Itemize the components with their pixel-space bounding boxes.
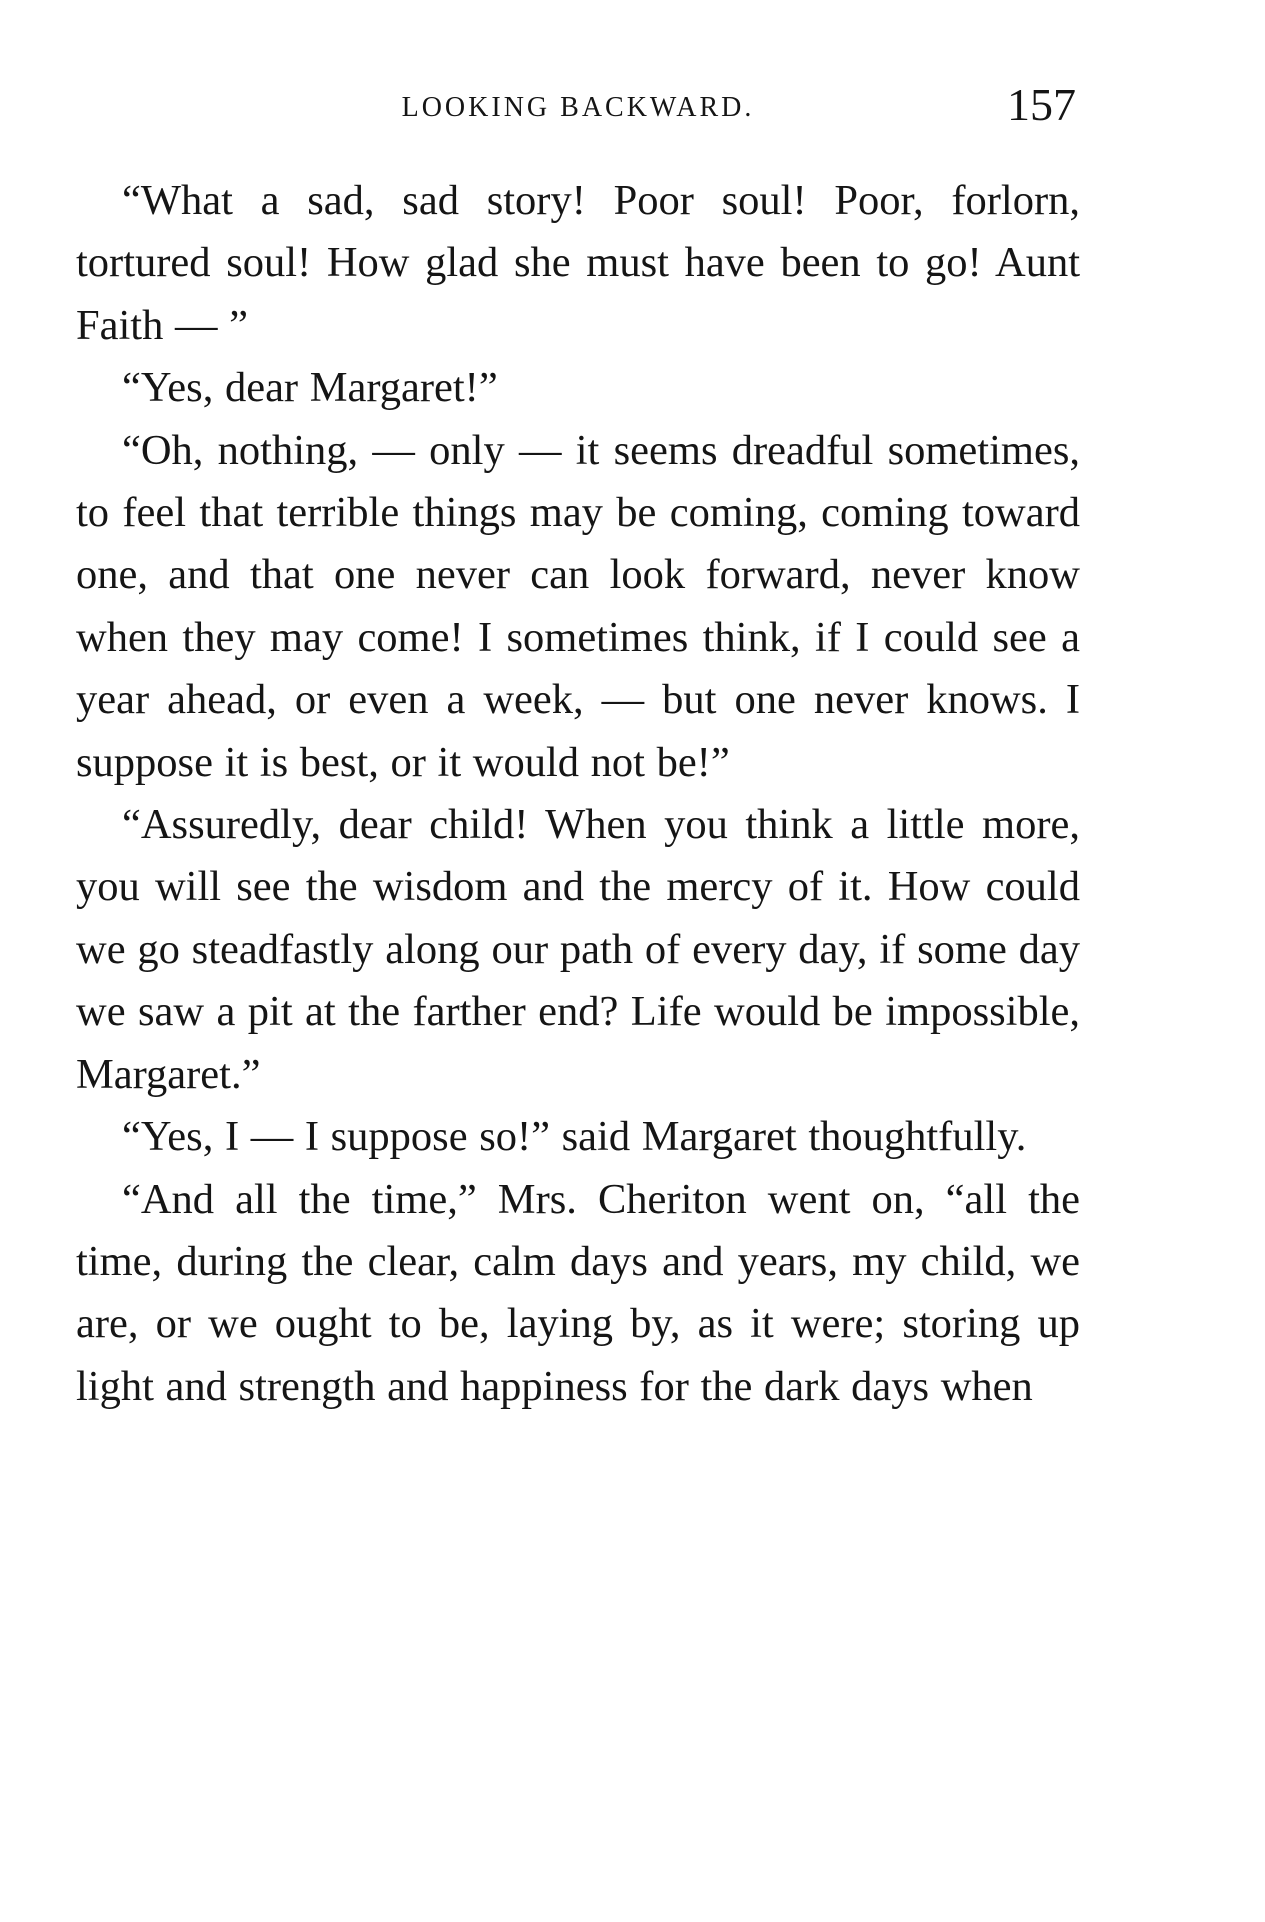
- body-text: [76, 170, 1080, 1418]
- paragraph: “Oh, nothing, — only — it seems dreadful sometimes, to feel that terrible things may be coming, coming toward one, and that one never can look forward, never know when they may come! I sometimes think, if I could see a year ahead, or even a week, — but one never knows. I suppose it is best, or it would not be!”: [76, 426, 1080, 786]
- paragraph: “And all the time,” Mrs. Cheriton went on, “all the time, during the clear, calm days and years, my child, we are, or we ought to be, laying by, as it were; storing up light and strength and happiness for the dark days when: [76, 1175, 1080, 1410]
- running-head: [76, 78, 1080, 138]
- page-number: 157: [1007, 79, 1076, 130]
- paragraph: “Assuredly, dear child! When you think a little more, you will see the wisdom and the mercy of it. How could we go steadfastly along our path of every day, if some day we saw a pit at the farther end? Life would be impossible, Margaret.”: [76, 801, 1080, 1098]
- paragraph: “Yes, I — I suppose so!” said Margaret thoughtfully.: [122, 1113, 1027, 1161]
- running-title: LOOKING BACKWARD.: [401, 92, 755, 123]
- paragraph: “What a sad, sad story! Poor soul! Poor, forlorn, tortured soul! How glad she must have been to go! Aunt Faith — ”: [76, 177, 1080, 349]
- paragraph: “Yes, dear Margaret!”: [122, 364, 498, 412]
